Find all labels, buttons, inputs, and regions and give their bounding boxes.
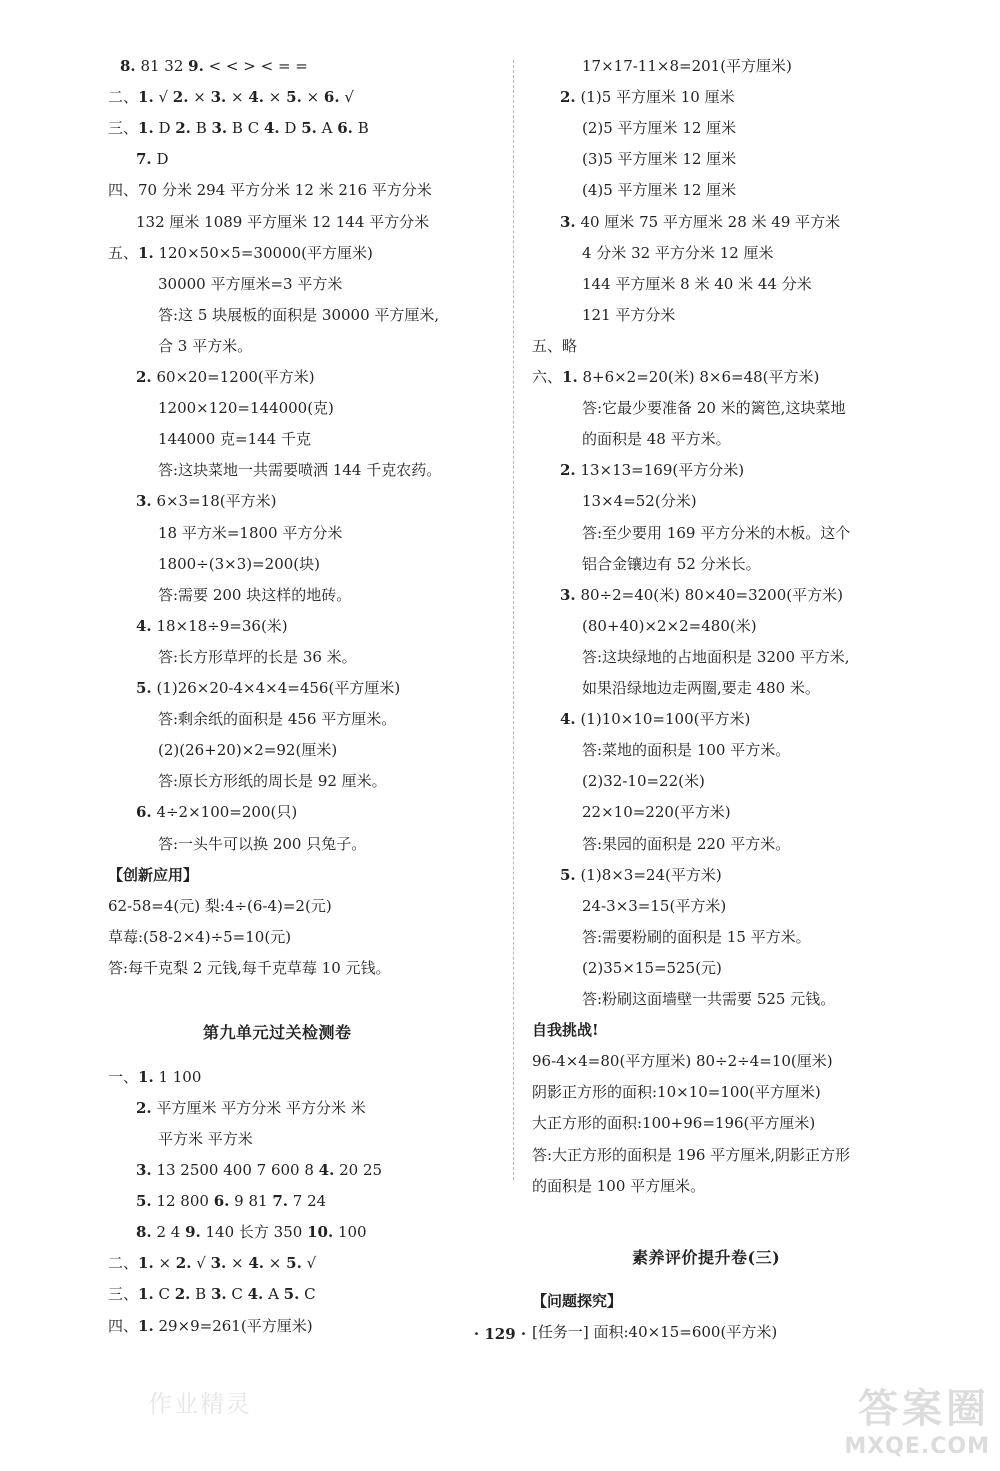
right-line: 3. 80÷2=40(米) 80×40=3200(平方米)	[560, 585, 843, 604]
left-line: 答:原长方形纸的周长是 92 厘米。	[158, 772, 387, 791]
left-line: 答:这 5 块展板的面积是 30000 平方厘米,	[158, 305, 440, 324]
right-line: (80+40)×2×2=480(米)	[582, 616, 757, 635]
left2-line: 一、1. 1 100	[108, 1067, 202, 1086]
left-line: 6. 4÷2×100=200(只)	[136, 803, 298, 822]
left-line: 132 厘米 1089 平方厘米 12 144 平方分米	[136, 212, 430, 231]
watermark-url: MXQE.COM	[844, 1434, 990, 1459]
left-line: 二、1. √ 2. × 3. × 4. × 5. × 6. √	[108, 88, 354, 107]
right-line: 3. 40 厘米 75 平方厘米 28 米 49 平方米	[560, 212, 841, 231]
left-line: 1200×120=144000(克)	[158, 399, 334, 418]
right-line: 121 平方分米	[582, 305, 676, 324]
right-line: 4. (1)10×10=100(平方米)	[560, 710, 751, 729]
right-line: 答:菜地的面积是 100 平方米。	[582, 741, 791, 760]
left-line: 8. 81 32 9. < < > < = =	[120, 57, 308, 75]
left-line: 4. 18×18÷9=36(米)	[136, 616, 288, 635]
right-line: 22×10=220(平方米)	[582, 803, 731, 822]
left2-line: 5. 12 800 6. 9 81 7. 7 24	[136, 1192, 327, 1211]
site-watermark	[844, 1377, 990, 1459]
left-line: 草莓:(58-2×4)÷5=10(元)	[108, 927, 292, 946]
left-line: 答:这块菜地一共需要喷洒 144 千克农药。	[158, 461, 442, 480]
right-line: 13×4=52(分米)	[582, 492, 697, 511]
right-line: 答:粉刷这面墙壁一共需要 525 元钱。	[582, 990, 836, 1008]
right-line: 2. (1)5 平方厘米 10 厘米	[560, 88, 735, 107]
left2-line: 平方米 平方米	[158, 1129, 253, 1148]
left-line: 62-58=4(元) 梨:4÷(6-4)=2(元)	[108, 896, 332, 915]
right-line: 铝合金镶边有 52 分米长。	[582, 554, 761, 573]
right-line: (2)35×15=525(元)	[582, 958, 722, 977]
left2-line: 三、1. C 2. B 3. C 4. A 5. C	[108, 1285, 316, 1304]
left-line: 3. 6×3=18(平方米)	[136, 492, 277, 511]
left-line: 答:一头牛可以换 200 只兔子。	[158, 834, 367, 853]
left-line: 144000 克=144 千克	[158, 430, 311, 449]
section-heading-unit-nine: 第九单元过关检测卷	[203, 1022, 352, 1042]
right-line: 24-3×3=15(平方米)	[582, 896, 727, 915]
left-line: 答:需要 200 块这样的地砖。	[158, 585, 352, 604]
right-line: 144 平方厘米 8 米 40 米 44 分米	[582, 274, 812, 293]
column-divider	[513, 60, 515, 1180]
left2-line: 2. 平方厘米 平方分米 平方分米 米	[136, 1098, 366, 1117]
right-line: 答:这块绿地的占地面积是 3200 平方米,	[582, 647, 850, 666]
left2-line: 8. 2 4 9. 140 长方 350 10. 100	[136, 1223, 367, 1242]
right-line: 17×17-11×8=201(平方厘米)	[582, 57, 792, 75]
right-line: (2)32-10=22(米)	[582, 772, 705, 791]
left-line: 答:每千克梨 2 元钱,每千克草莓 10 元钱。	[108, 958, 391, 977]
left-line: 1800÷(3×3)=200(块)	[158, 554, 321, 573]
left-line: (2)(26+20)×2=92(厘米)	[158, 741, 338, 760]
left-line: 18 平方米=1800 平方分米	[158, 523, 343, 542]
left-line: 合 3 平方米。	[158, 336, 253, 355]
left-line: 三、1. D 2. B 3. B C 4. D 5. A 6. B	[108, 119, 369, 138]
right-line: 4 分米 32 平方分米 12 厘米	[582, 243, 774, 262]
right2-line: [任务一] 面积:40×15=600(平方米)	[532, 1322, 778, 1341]
right-line: 答:它最少要准备 20 米的篱笆,这块菜地	[582, 399, 846, 418]
left-line: 2. 60×20=1200(平方米)	[136, 368, 315, 386]
left-line: 答:长方形草坪的长是 36 米。	[158, 647, 357, 666]
right-line: (4)5 平方厘米 12 厘米	[582, 181, 737, 200]
right-line: (3)5 平方厘米 12 厘米	[582, 150, 737, 169]
right-line: 的面积是 100 平方厘米。	[532, 1176, 706, 1195]
right-line: 答:需要粉刷的面积是 15 平方米。	[582, 927, 811, 946]
right-line: 五、略	[532, 336, 578, 355]
right-line: 大正方形的面积:100+96=196(平方厘米)	[532, 1114, 816, 1133]
left-line: 五、1. 120×50×5=30000(平方厘米)	[108, 243, 373, 262]
right-line: 如果沿绿地边走两圈,要走 480 米。	[582, 679, 820, 697]
left-line: 答:剩余纸的面积是 456 平方厘米。	[158, 710, 397, 729]
left2-line: 二、1. × 2. √ 3. × 4. × 5. √	[108, 1254, 317, 1273]
right-line: 答:果园的面积是 220 平方米。	[582, 834, 791, 853]
right-line: 自我挑战!	[532, 1021, 599, 1040]
stamp-mark: 作业精灵	[148, 1390, 252, 1418]
right-line: 的面积是 48 平方米。	[582, 430, 731, 449]
right-line: 96-4×4=80(平方厘米) 80÷2÷4=10(厘米)	[532, 1052, 833, 1071]
right-line: (2)5 平方厘米 12 厘米	[582, 119, 737, 138]
right-line: 阴影正方形的面积:10×10=100(平方厘米)	[532, 1083, 821, 1102]
watermark-logo-text: 答案圈	[858, 1386, 990, 1432]
right-line: 答:至少要用 169 平方分米的木板。这个	[582, 523, 851, 542]
right-line: 5. (1)8×3=24(平方米)	[560, 865, 722, 884]
page-number: · 129 ·	[473, 1325, 527, 1343]
left-line: 5. (1)26×20-4×4×4=456(平方厘米)	[136, 679, 401, 697]
right2-line: 【问题探究】	[532, 1291, 623, 1310]
left-line: 四、70 分米 294 平方分米 12 米 216 平方分米	[108, 181, 432, 200]
left2-line: 3. 13 2500 400 7 600 8 4. 20 25	[136, 1161, 383, 1180]
right-line: 2. 13×13=169(平方分米)	[560, 461, 745, 480]
left-line: 【创新应用】	[108, 865, 199, 884]
right-line: 六、1. 8+6×2=20(米) 8×6=48(平方米)	[532, 368, 820, 386]
left2-line: 四、1. 29×9=261(平方厘米)	[108, 1316, 313, 1335]
right-line: 答:大正方形的面积是 196 平方厘米,阴影正方形	[532, 1145, 850, 1164]
left-line: 30000 平方厘米=3 平方米	[158, 274, 343, 293]
left-line: 7. D	[136, 150, 169, 169]
section-heading-assessment-three: 素养评价提升卷(三)	[632, 1248, 781, 1268]
